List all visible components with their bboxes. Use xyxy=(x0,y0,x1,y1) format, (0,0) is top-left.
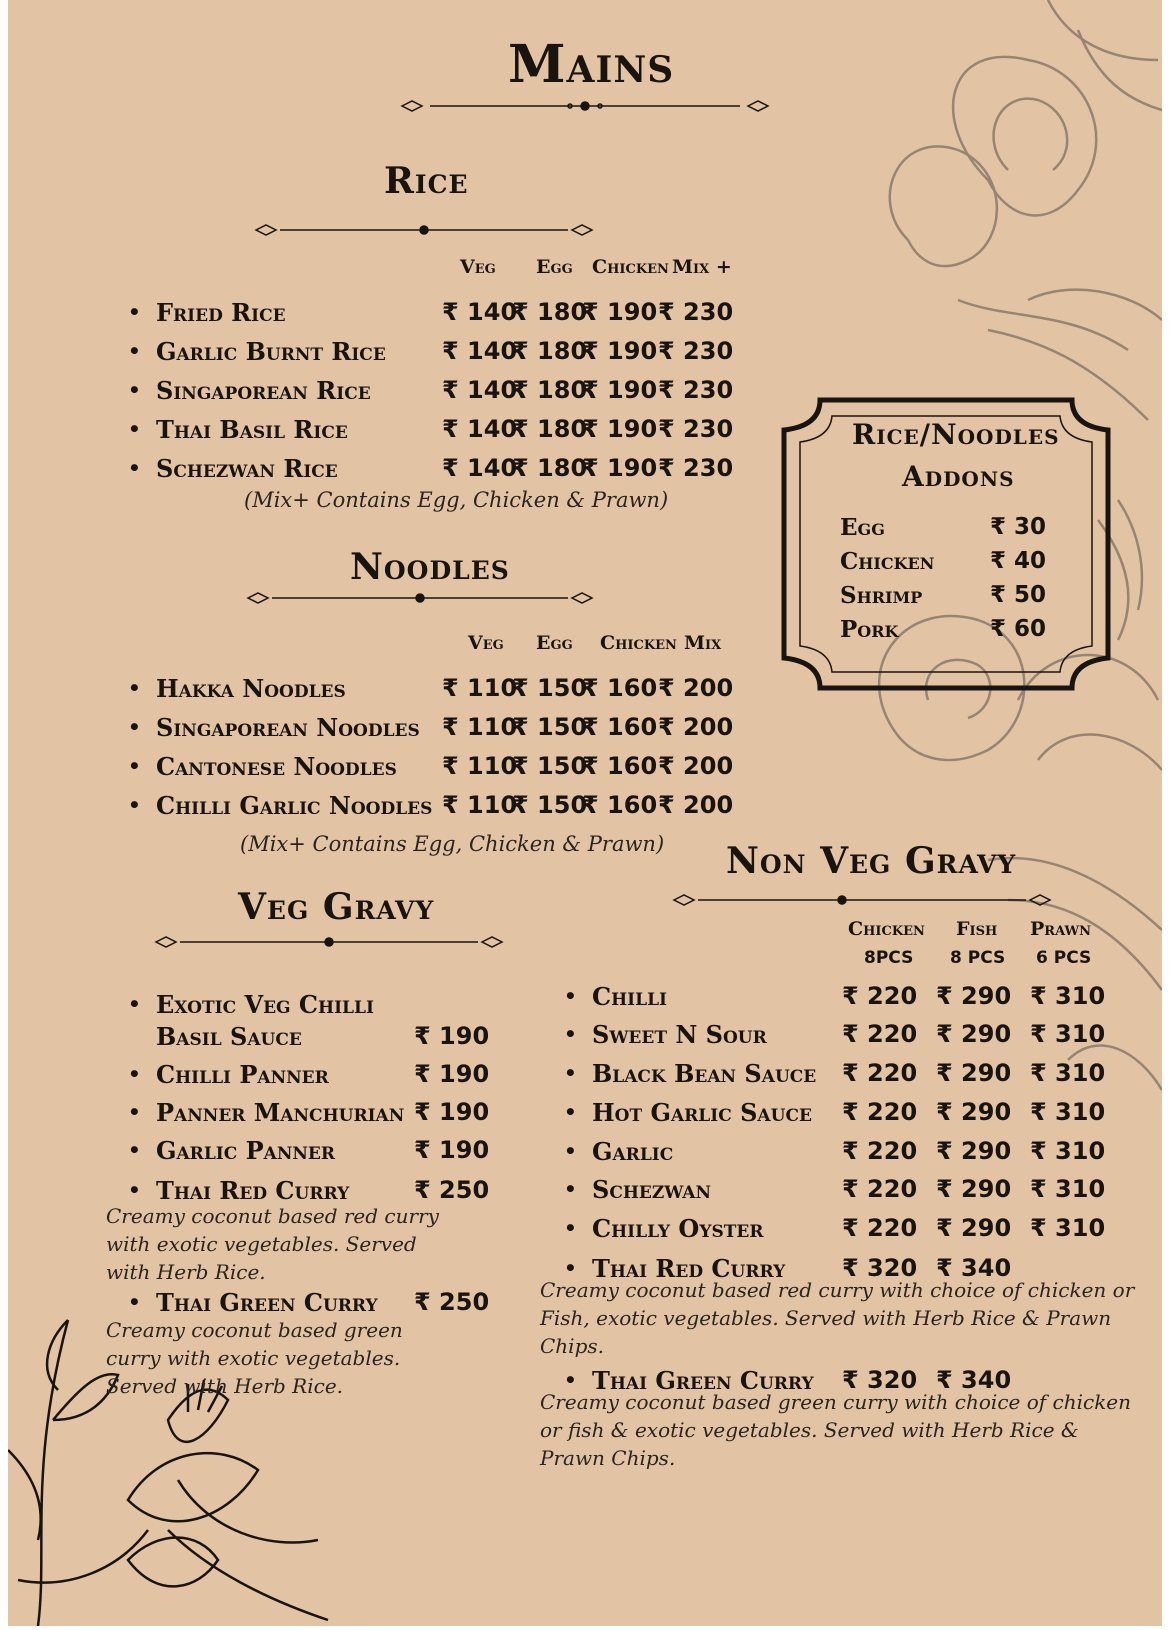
description-line: Prawn Chips. xyxy=(540,1446,676,1470)
bullet: • xyxy=(128,676,141,700)
bullet: • xyxy=(564,1061,577,1085)
bullet: • xyxy=(128,793,141,817)
item-price: ₹ 110 xyxy=(442,713,518,741)
item-name: Thai Red Curry xyxy=(156,1176,350,1205)
non-veg-gravy-divider xyxy=(662,892,1062,908)
item-name: Thai Red Curry xyxy=(592,1254,786,1283)
non-veg-subheader-prawn: 6 PCS xyxy=(1036,948,1092,968)
item-price: ₹ 220 xyxy=(842,1059,918,1087)
item-name: Singaporean Rice xyxy=(156,376,371,405)
page-title: Mains xyxy=(508,34,675,95)
item-description xyxy=(540,1388,1131,1472)
bullet: • xyxy=(128,378,141,402)
bullet: • xyxy=(128,339,141,363)
non-veg-header-prawn: Prawn xyxy=(1030,918,1092,940)
rice-note: (Mix+ Contains Egg, Chicken & Prawn) xyxy=(244,488,669,512)
item-price: ₹ 230 xyxy=(658,415,734,443)
item-price: ₹ 190 xyxy=(582,337,658,365)
item-price: ₹ 140 xyxy=(442,454,518,482)
item-name: Panner Manchurian xyxy=(156,1098,405,1127)
item-price: ₹ 230 xyxy=(658,298,734,326)
item-name: Chilli xyxy=(592,982,667,1011)
non-veg-gravy-section-title: Non Veg Gravy xyxy=(726,840,1017,882)
item-name: Chilly Oyster xyxy=(592,1214,764,1243)
description-line: Fish, exotic vegetables. Served with Herb Rice & Prawn xyxy=(540,1306,1112,1330)
item-price: ₹ 310 xyxy=(1030,1098,1106,1126)
item-price: ₹ 290 xyxy=(936,1020,1012,1048)
bullet: • xyxy=(564,1256,577,1280)
item-price: ₹ 310 xyxy=(1030,982,1106,1010)
addons-box xyxy=(780,396,1112,692)
bullet: • xyxy=(564,1139,577,1163)
item-name: Garlic Burnt Rice xyxy=(156,337,386,366)
item-price: ₹ 290 xyxy=(936,982,1012,1010)
item-name: Singaporean Noodles xyxy=(156,713,420,742)
rice-header-veg: Veg xyxy=(460,256,496,278)
item-price: ₹ 160 xyxy=(582,791,658,819)
rice-section-title: Rice xyxy=(384,160,469,202)
description-line: Served with Herb Rice. xyxy=(106,1374,344,1398)
item-price: ₹ 220 xyxy=(842,1098,918,1126)
item-price: ₹ 190 xyxy=(414,1136,490,1164)
item-price: ₹ 250 xyxy=(414,1288,490,1316)
addon-name: Egg xyxy=(840,514,885,541)
item-price: ₹ 110 xyxy=(442,791,518,819)
addon-name: Shrimp xyxy=(840,582,923,609)
description-line: or fish & exotic vegetables. Served with Herb Rice & xyxy=(540,1418,1079,1442)
item-price: ₹ 110 xyxy=(442,674,518,702)
item-price: ₹ 190 xyxy=(414,1022,490,1050)
item-description xyxy=(106,1316,403,1400)
item-price: ₹ 190 xyxy=(414,1060,490,1088)
item-price: ₹ 180 xyxy=(512,298,588,326)
item-price: ₹ 110 xyxy=(442,752,518,780)
item-price: ₹ 190 xyxy=(582,415,658,443)
item-price: ₹ 310 xyxy=(1030,1175,1106,1203)
addon-price: ₹ 50 xyxy=(990,582,1047,608)
non-veg-header-fish: Fish xyxy=(956,918,998,940)
description-line: Creamy coconut based red curry with choice of chicken or xyxy=(540,1278,1135,1302)
item-name: Hot Garlic Sauce xyxy=(592,1098,812,1127)
item-price: ₹ 340 xyxy=(936,1366,1012,1394)
bullet: • xyxy=(128,754,141,778)
description-line: Chips. xyxy=(540,1334,605,1358)
description-line: with exotic vegetables. Served xyxy=(106,1232,417,1256)
addons-title-line2: Addons xyxy=(902,460,1015,493)
bullet: • xyxy=(128,1290,141,1314)
item-name: Hakka Noodles xyxy=(156,674,346,703)
item-name: Thai Basil Rice xyxy=(156,415,348,444)
bullet: • xyxy=(128,992,141,1016)
addon-name: Chicken xyxy=(840,548,935,575)
item-price: ₹ 310 xyxy=(1030,1020,1106,1048)
rice-header-chicken: Chicken xyxy=(592,256,669,278)
item-price: ₹ 230 xyxy=(658,376,734,404)
bullet: • xyxy=(564,984,577,1008)
bullet: • xyxy=(128,715,141,739)
bullet: • xyxy=(128,1062,141,1086)
item-price: ₹ 320 xyxy=(842,1254,918,1282)
addon-price: ₹ 40 xyxy=(990,548,1047,574)
bullet: • xyxy=(564,1368,577,1392)
item-price: ₹ 290 xyxy=(936,1214,1012,1242)
item-price: ₹ 250 xyxy=(414,1176,490,1204)
item-price: ₹ 150 xyxy=(512,752,588,780)
item-price: ₹ 190 xyxy=(582,454,658,482)
item-price: ₹ 200 xyxy=(658,713,734,741)
item-price: ₹ 290 xyxy=(936,1098,1012,1126)
description-line: with Herb Rice. xyxy=(106,1260,266,1284)
item-price: ₹ 220 xyxy=(842,1214,918,1242)
description-line: Creamy coconut based green curry with choice of chicken xyxy=(540,1390,1132,1414)
item-price: ₹ 180 xyxy=(512,376,588,404)
item-price: ₹ 220 xyxy=(842,1137,918,1165)
item-name: Sweet N Sour xyxy=(592,1020,767,1049)
addon-name: Pork xyxy=(840,616,899,643)
bullet: • xyxy=(128,456,141,480)
item-name: Exotic Veg Chilli xyxy=(156,990,374,1019)
description-line: curry with exotic vegetables. xyxy=(106,1346,401,1370)
addon-price: ₹ 60 xyxy=(990,616,1047,642)
item-price: ₹ 290 xyxy=(936,1137,1012,1165)
non-veg-subheader-fish: 8 PCS xyxy=(950,948,1006,968)
item-price: ₹ 290 xyxy=(936,1175,1012,1203)
item-price: ₹ 200 xyxy=(658,752,734,780)
bullet: • xyxy=(128,417,141,441)
description-line: Creamy coconut based green xyxy=(106,1318,403,1342)
item-price: ₹ 140 xyxy=(442,415,518,443)
item-price: ₹ 220 xyxy=(842,1020,918,1048)
item-price: ₹ 180 xyxy=(512,454,588,482)
item-price: ₹ 140 xyxy=(442,298,518,326)
veg-gravy-divider xyxy=(144,934,514,950)
menu-page xyxy=(8,0,1162,1626)
veg-gravy-item-cont xyxy=(156,1022,302,1051)
item-name: Schezwan Rice xyxy=(156,454,338,483)
addons-title-line1: Rice/Noodles xyxy=(852,418,1060,451)
item-price: ₹ 180 xyxy=(512,337,588,365)
item-name: Chilli Panner xyxy=(156,1060,329,1089)
item-name-cont: Basil Sauce xyxy=(156,1022,302,1051)
item-name: Thai Green Curry xyxy=(156,1288,378,1317)
noodles-divider xyxy=(236,590,604,606)
addon-price: ₹ 30 xyxy=(990,514,1047,540)
item-price: ₹ 160 xyxy=(582,752,658,780)
item-price: ₹ 200 xyxy=(658,791,734,819)
item-price: ₹ 140 xyxy=(442,337,518,365)
item-price: ₹ 310 xyxy=(1030,1059,1106,1087)
rice-header-mix: Mix + xyxy=(672,256,732,278)
item-price: ₹ 160 xyxy=(582,713,658,741)
bullet: • xyxy=(564,1022,577,1046)
bullet: • xyxy=(564,1100,577,1124)
noodles-header-veg: Veg xyxy=(468,632,504,654)
rice-divider xyxy=(244,222,604,238)
bullet: • xyxy=(564,1216,577,1240)
item-name: Chilli Garlic Noodles xyxy=(156,791,433,820)
item-price: ₹ 180 xyxy=(512,415,588,443)
description-line: Creamy coconut based red curry xyxy=(106,1204,439,1228)
bullet: • xyxy=(564,1177,577,1201)
item-price: ₹ 320 xyxy=(842,1366,918,1394)
item-name: Garlic xyxy=(592,1137,674,1166)
item-description xyxy=(540,1276,1134,1360)
noodles-note: (Mix+ Contains Egg, Chicken & Prawn) xyxy=(240,832,665,856)
noodles-header-mix: Mix xyxy=(684,632,722,654)
item-price: ₹ 220 xyxy=(842,982,918,1010)
item-price: ₹ 150 xyxy=(512,791,588,819)
bullet: • xyxy=(128,1138,141,1162)
item-description xyxy=(106,1202,439,1286)
item-price: ₹ 150 xyxy=(512,713,588,741)
bullet: • xyxy=(128,1178,141,1202)
item-price: ₹ 190 xyxy=(414,1098,490,1126)
item-price: ₹ 230 xyxy=(658,454,734,482)
noodles-header-egg: Egg xyxy=(536,632,573,654)
item-price: ₹ 310 xyxy=(1030,1214,1106,1242)
item-name: Black Bean Sauce xyxy=(592,1059,817,1088)
item-name: Schezwan xyxy=(592,1175,712,1204)
item-price: ₹ 220 xyxy=(842,1175,918,1203)
item-name: Thai Green Curry xyxy=(592,1366,814,1395)
veg-gravy-section-title: Veg Gravy xyxy=(238,886,435,928)
item-price: ₹ 160 xyxy=(582,674,658,702)
item-price: ₹ 340 xyxy=(936,1254,1012,1282)
item-price: ₹ 150 xyxy=(512,674,588,702)
item-price: ₹ 190 xyxy=(582,298,658,326)
item-name: Garlic Panner xyxy=(156,1136,336,1165)
noodles-section-title: Noodles xyxy=(350,546,510,588)
bullet: • xyxy=(128,1100,141,1124)
item-price: ₹ 230 xyxy=(658,337,734,365)
item-price: ₹ 190 xyxy=(582,376,658,404)
item-price: ₹ 140 xyxy=(442,376,518,404)
title-divider xyxy=(390,98,780,114)
bullet: • xyxy=(128,300,141,324)
rice-header-egg: Egg xyxy=(536,256,573,278)
item-price: ₹ 290 xyxy=(936,1059,1012,1087)
item-name: Cantonese Noodles xyxy=(156,752,397,781)
item-name: Fried Rice xyxy=(156,298,286,327)
noodles-header-chicken: Chicken xyxy=(600,632,677,654)
non-veg-header-chicken: Chicken xyxy=(848,918,925,940)
non-veg-subheader-chicken: 8PCS xyxy=(864,948,914,968)
item-price: ₹ 310 xyxy=(1030,1137,1106,1165)
item-price: ₹ 200 xyxy=(658,674,734,702)
